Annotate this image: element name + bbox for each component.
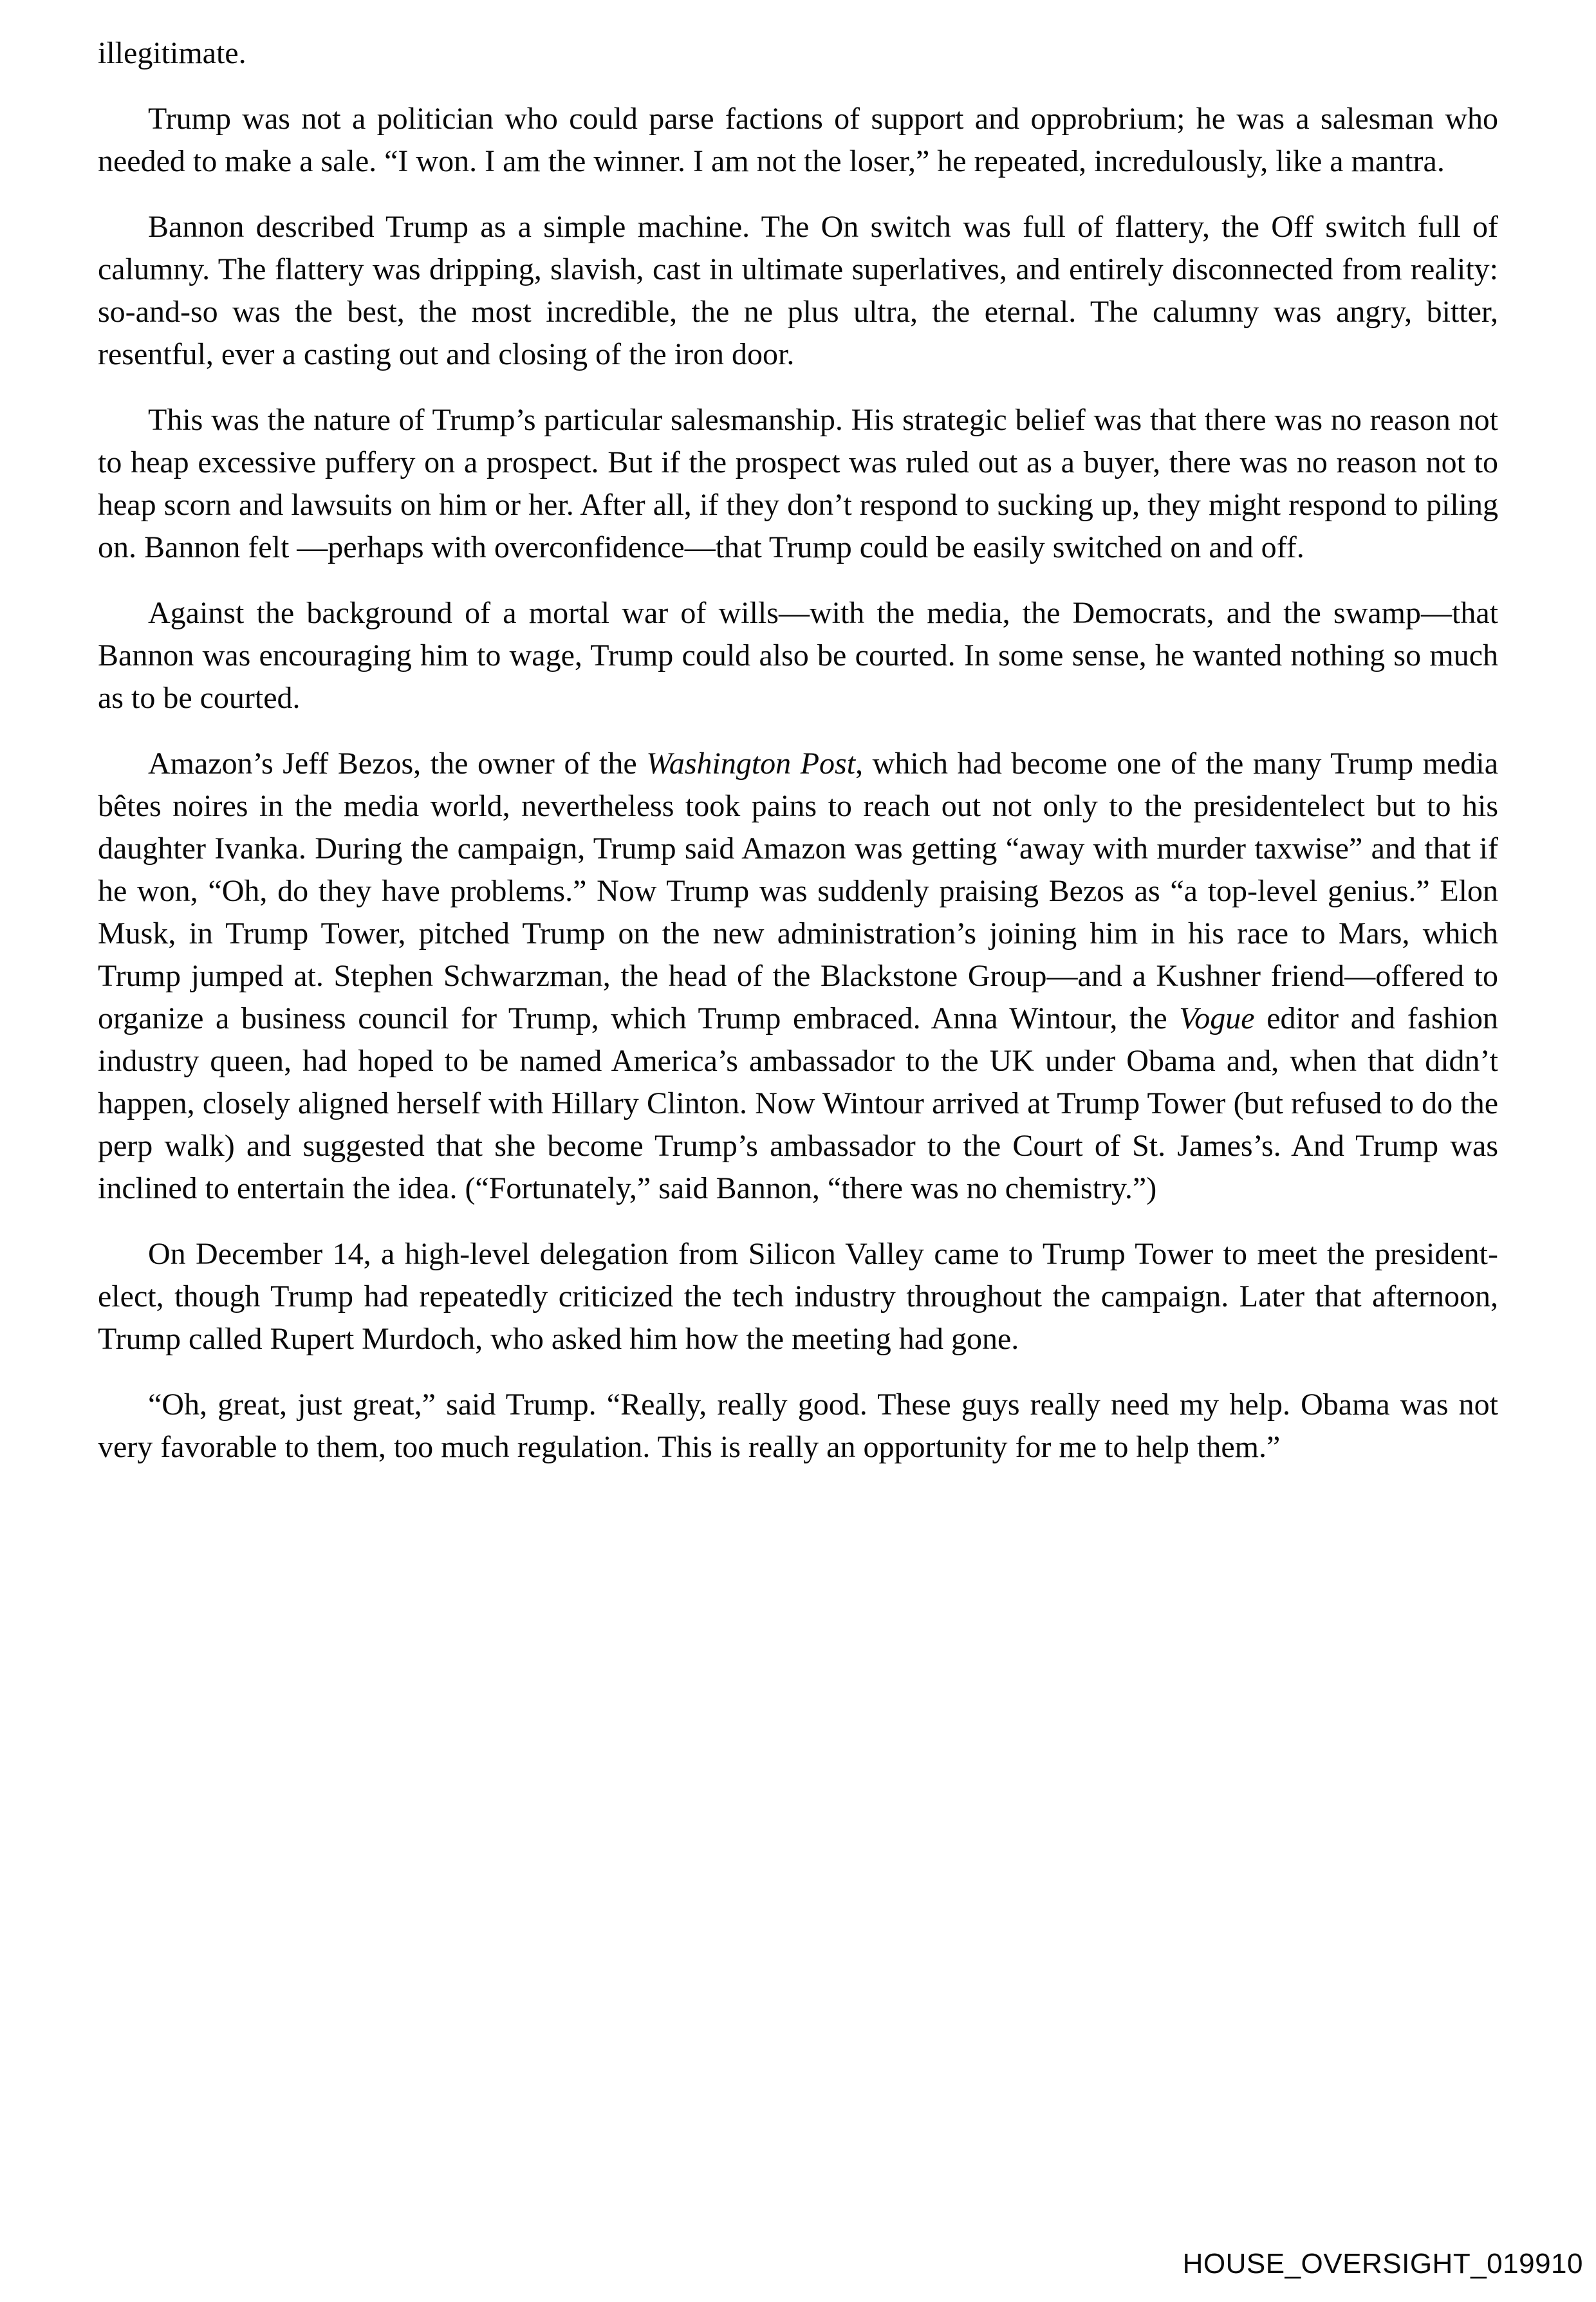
italic-text-run: Washington Post	[646, 747, 856, 781]
text-run: Amazon’s Jeff Bezos, the owner of the	[148, 747, 647, 781]
paragraph	[98, 1384, 1498, 1469]
paragraph	[98, 1233, 1498, 1360]
text-run: “Oh, great, just great,” said Trump. “Really, really good. These guys really need my help. Obama was not very favorable to them, too much regulation. This is really an opportunity for me to help them.”	[98, 1388, 1498, 1464]
body-text	[98, 32, 1498, 1469]
paragraph	[98, 399, 1498, 569]
italic-text-run: Vogue	[1179, 1001, 1255, 1035]
text-run: Trump was not a politician who could parse factions of support and opprobrium; he was a salesman who needed to make a sale. “I won. I am the winner. I am not the loser,” he repeated, incredulously, like a mantra.	[98, 102, 1498, 178]
paragraph	[98, 32, 1498, 75]
text-run: Against the background of a mortal war of wills—with the media, the Democrats, and the swamp—that Bannon was encouraging him to wage, Trump could also be courted. In some sense, he wanted nothing so much as to be courted.	[98, 596, 1498, 715]
text-run: , which had become one of the many Trump media bêtes noires in the media world, nevertheless took pains to reach out not only to the presidentelect but to his daughter Ivanka. During the campaign, Trump said Amazon was getting “away with murder taxwise” and that if he won, “Oh, do they have problems.” Now Trump was suddenly praising Bezos as “a top-level genius.” Elon Musk, in Trump Tower, pitched Trump on the new administration’s joining him in his race to Mars, which Trump jumped at. Stephen Schwarzman, the head of the Blackstone Group—and a Kushner friend—offered to organize a business council for Trump, which Trump embraced. Anna Wintour, the	[98, 747, 1499, 1035]
paragraph	[98, 743, 1498, 1210]
paragraph	[98, 592, 1498, 719]
bates-stamp: HOUSE_OVERSIGHT_019910	[1182, 2248, 1583, 2279]
text-run: On December 14, a high-level delegation from Silicon Valley came to Trump Tower to meet the president-elect, though Trump had repeatedly criticized the tech industry throughout the campaign. Later that afternoon, Trump called Rupert Murdoch, who asked him how the meeting had gone.	[98, 1237, 1498, 1356]
text-run: This was the nature of Trump’s particular salesmanship. His strategic belief was that there was no reason not to heap excessive puffery on a prospect. But if the prospect was ruled out as a buyer, there was no reason not to heap scorn and lawsuits on him or her. After all, if they don’t respond to sucking up, they might respond to piling on. Bannon felt —perhaps with overconfidence—that Trump could be easily switched on and off.	[98, 403, 1498, 564]
text-run: Bannon described Trump as a simple machine. The On switch was full of flattery, the Off switch full of calumny. The flattery was dripping, slavish, cast in ultimate superlatives, and entirely disconnected from reality: so-and-so was the best, the most incredible, the ne plus ultra, the eternal. The calumny was angry, bitter, resentful, ever a casting out and closing of the iron door.	[98, 210, 1498, 371]
paragraph	[98, 206, 1498, 376]
paragraph	[98, 98, 1498, 183]
text-run: editor and fashion industry queen, had hoped to be named America’s ambassador to the UK under Obama and, when that didn’t happen, closely aligned herself with Hillary Clinton. Now Wintour arrived at Trump Tower (but refused to do the perp walk) and suggested that she become Trump’s ambassador to the Court of St. James’s. And Trump was inclined to entertain the idea. (“Fortunately,” said Bannon, “there was no chemistry.”)	[98, 1001, 1499, 1205]
text-run: illegitimate.	[98, 36, 246, 70]
